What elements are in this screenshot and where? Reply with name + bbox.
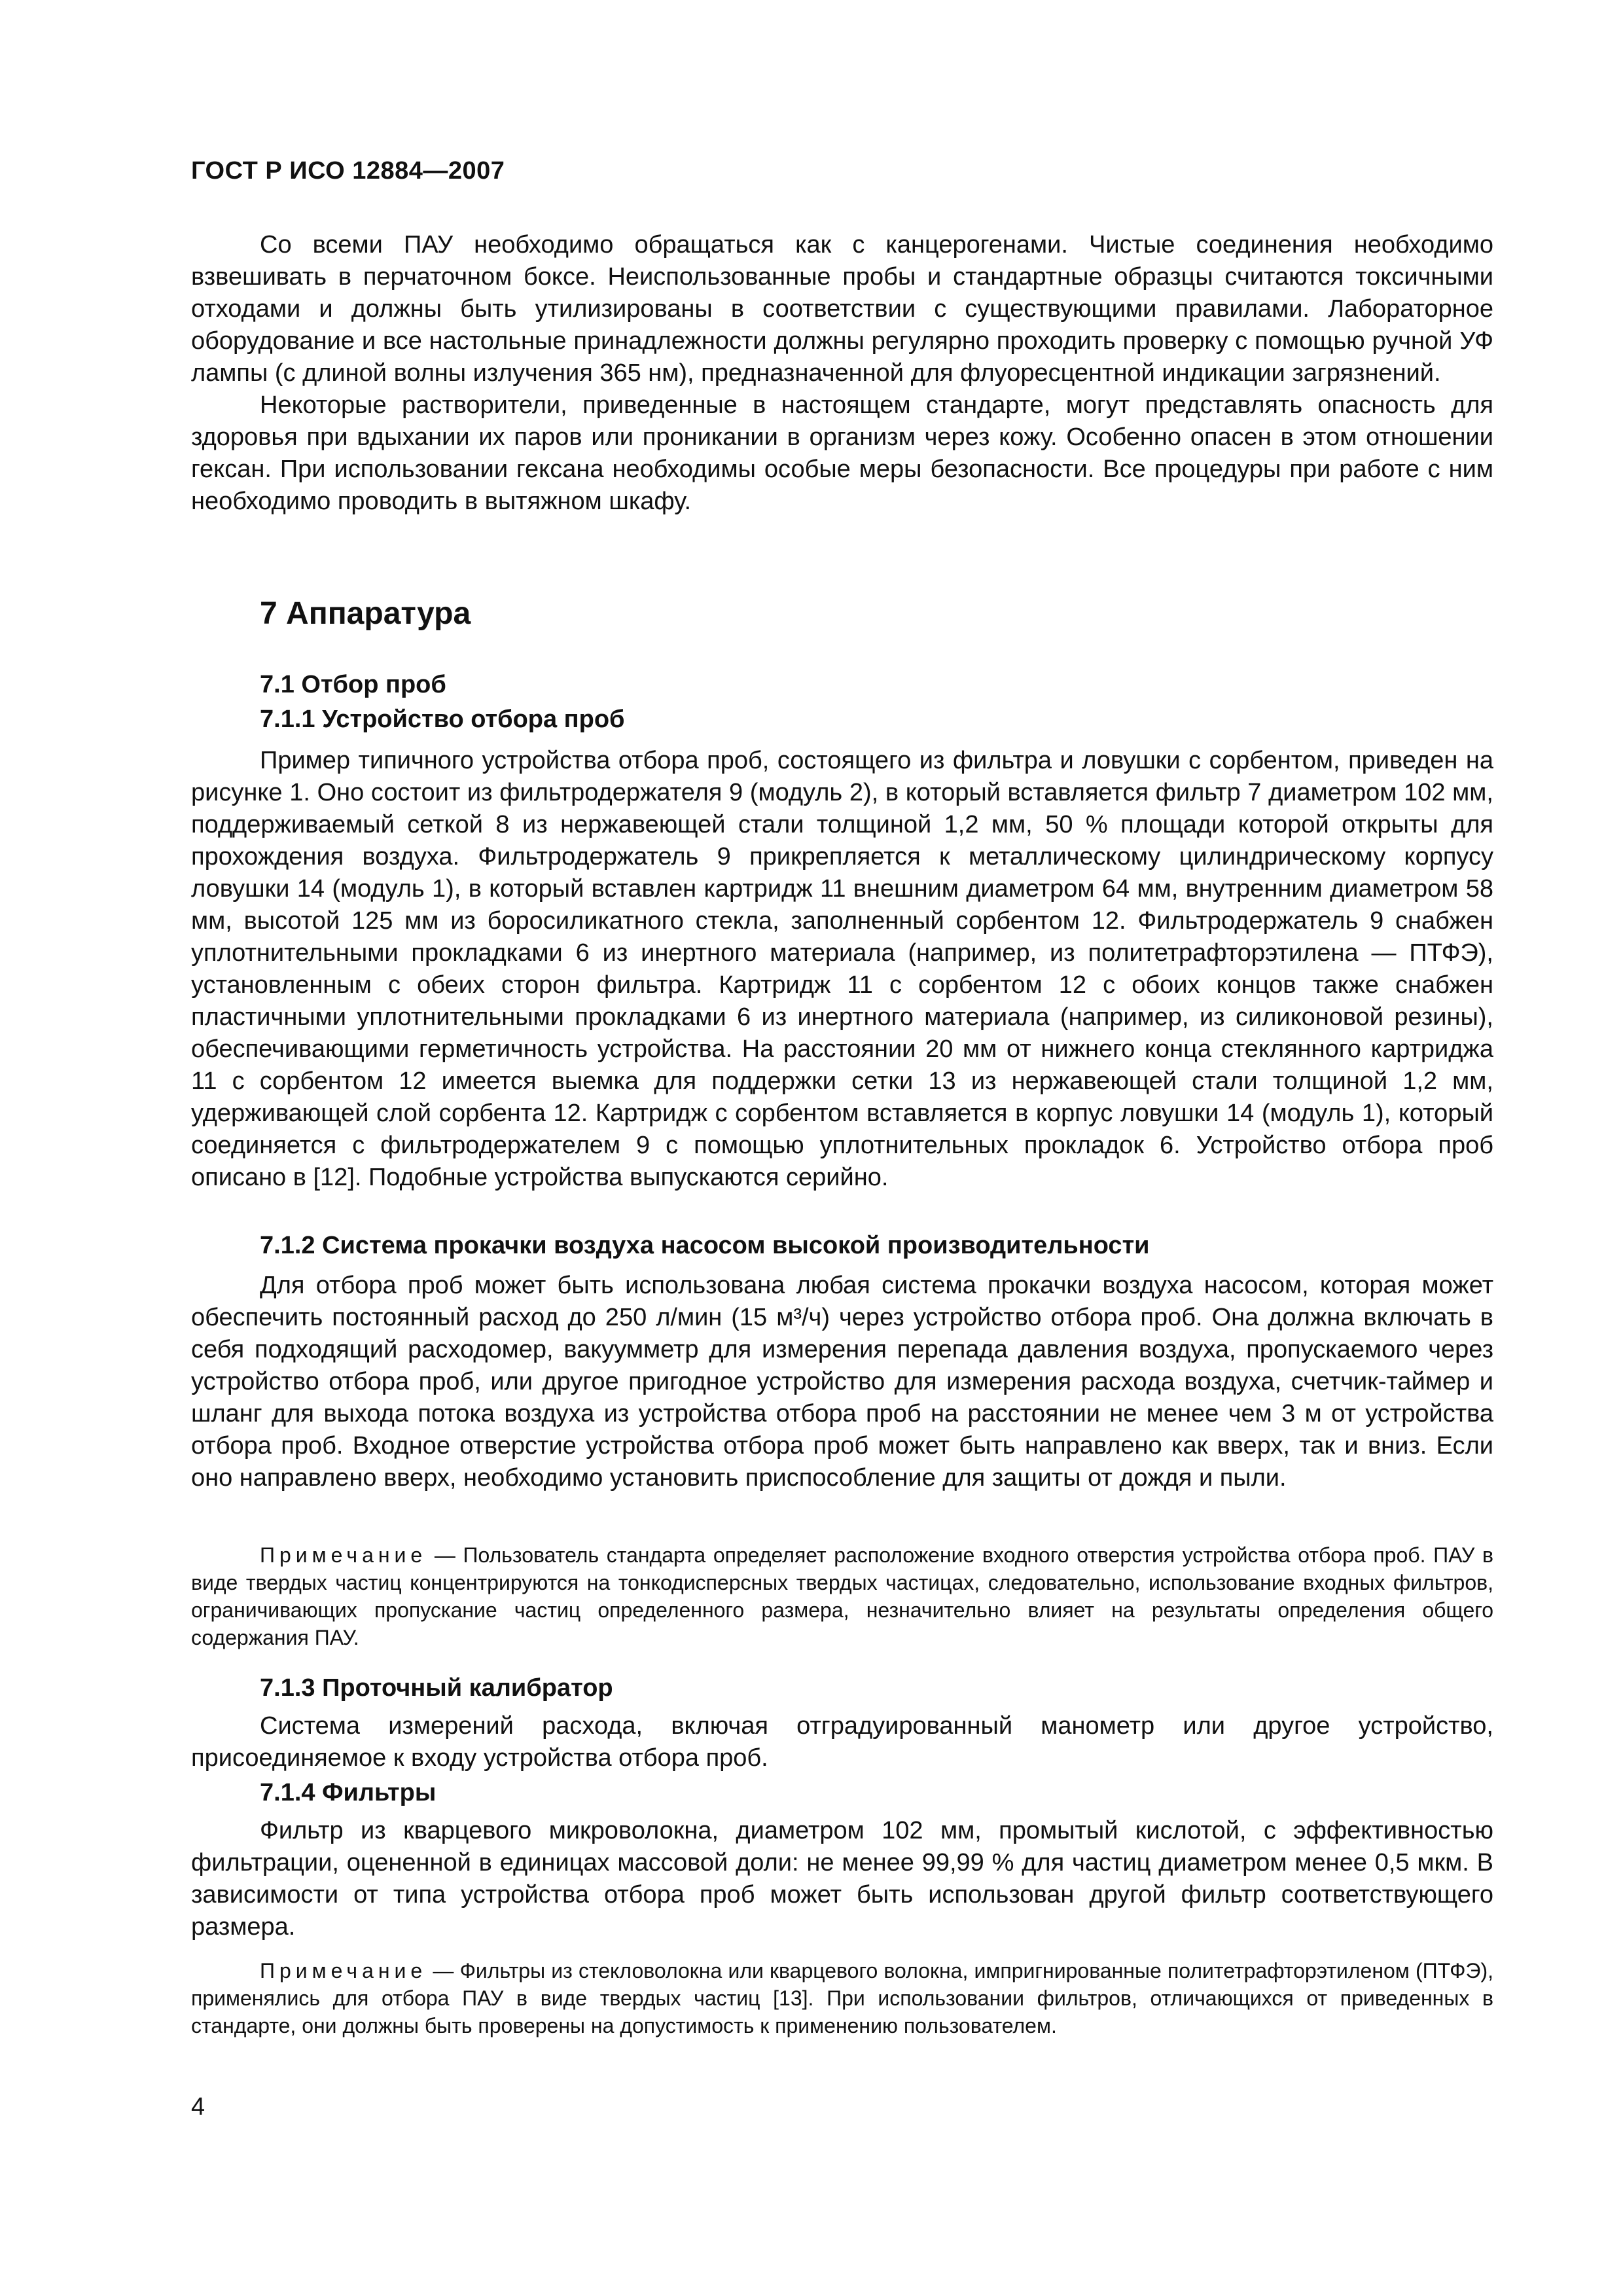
section-7-1-title: 7.1 Отбор проб [260,671,446,698]
section-7-1-3-block [191,1710,1493,1774]
note-1-block [191,1541,1493,1651]
intro-paragraph-2: Некоторые растворители, приведенные в настоящем стандарте, могут представлять опасность для здоровья при вдыхании их паров или проникании в организм через кожу. Особенно опасен в этом отношении гексан. При использовании гексана необходимы особые меры безопасности. Все процедуры при работе с ним необходимо проводить в вытяжном шкафу. [191,391,1493,515]
note-1-text: — Пользователь стандарта определяет расположение входного отверстия устройства отбора проб. ПАУ в виде твердых частиц концентрируются на тонкодисперсных твердых частицах, следовательно, использование входных фильтров, ограничивающих пропускание частиц определенного размера, незначительно влияет на результаты определения общего содержания ПАУ. [191,1543,1493,1649]
section-7-1-1-block [191,745,1493,1194]
intro-paragraph-1: Со всеми ПАУ необходимо обращаться как с канцерогенами. Чистые соединения необходимо взвешивать в перчаточном боксе. Неиспользованные пробы и стандартные образцы считаются токсичными отходами и должны быть утилизированы в соответствии с существующими правилами. Лабораторное оборудование и все настольные принадлежности должны регулярно проходить проверку с помощью ручной УФ лампы (с длиной волны излучения 365 нм), предназначенной для флуоресцентной индикации загрязнений. [191,231,1493,387]
section-7-1-4-title: 7.1.4 Фильтры [260,1779,437,1806]
section-7-1-2-block [191,1270,1493,1494]
section-7-1-1-title: 7.1.1 Устройство отбора проб [260,706,625,733]
note-1 [191,1541,1493,1651]
note-2-block [191,1957,1493,2039]
section-7-1-2-text: Для отбора проб может быть использована любая система прокачки воздуха насосом, которая может обеспечить постоянный расход до 250 л/мин (15 м³/ч) через устройство отбора проб. Она должна включать в себя подходящий расходомер, вакуумметр для измерения перепада давления воздуха, пропускаемого через устройство отбора проб, или другое пригодное устройство для измерения расхода воздуха, счетчик-таймер и шланг для выхода потока воздуха из устройства отбора проб на расстоянии не менее чем 3 м от устройства отбора проб. Входное отверстие устройства отбора проб может быть направлено как вверх, так и вниз. Если оно направлено вверх, необходимо установить приспособление для защиты от дождя и пыли. [191,1272,1493,1492]
document-header: ГОСТ Р ИСО 12884—2007 [191,157,505,185]
note-1-label: Примечание [260,1543,427,1567]
section-7-1-1-text: Пример типичного устройства отбора проб, состоящего из фильтра и ловушки с сорбентом, приведен на рисунке 1. Оно состоит из фильтродержателя 9 (модуль 2), в который вставляется фильтр 7 диаметром 102 мм, поддерживаемый сеткой 8 из нержавеющей стали толщиной 1,2 мм, 50 % площади которой открыты для прохождения воздуха. Фильтродержатель 9 прикрепляется к металлическому цилиндрическому корпусу ловушки 14 (модуль 1), в который вставлен картридж 11 внешним диаметром 64 мм, внутренним диаметром 58 мм, высотой 125 мм из боросиликатного стекла, заполненный сорбентом 12. Фильтродержатель 9 снабжен уплотнительными прокладками 6 из инертного материала (например, из политетрафторэтилена — ПТФЭ), установленным с обеих сторон фильтра. Картридж 11 с сорбентом 12 с обоих концов также снабжен пластичными уплотнительными прокладками 6 из инертного материала (например, из силиконовой резины), обеспечивающими герметичность устройства. На расстоянии 20 мм от нижнего конца стеклянного картриджа 11 с сорбентом 12 имеется выемка для поддержки сетки 13 из нержавеющей стали толщиной 1,2 мм, удерживающей слой сорбента 12. Картридж с сорбентом вставляется в корпус ловушки 14 (модуль 1), который соединяется с фильтродержателем 9 с помощью уплотнительных прокладок 6. Устройство отбора проб описано в [12]. Подобные устройства выпускаются серийно. [191,747,1493,1191]
section-7-1-4-text: Фильтр из кварцевого микроволокна, диаметром 102 мм, промытый кислотой, с эффективностью фильтрации, оцененной в единицах массовой доли: не менее 99,99 % для частиц диаметром менее 0,5 мкм. В зависимости от типа устройства отбора проб может быть использован другой фильтр соответствующего размера. [191,1817,1493,1941]
section-7-1-3-text: Система измерений расхода, включая отградуированный манометр или другое устройство, присоединяемое к входу устройства отбора проб. [191,1712,1493,1772]
section-7-1-4-block [191,1815,1493,1943]
section-7-1-2-title: 7.1.2 Система прокачки воздуха насосом высокой производительности [260,1232,1150,1259]
note-2 [191,1957,1493,2039]
page-number: 4 [191,2093,205,2121]
section-7-title: 7 Аппаратура [260,596,471,631]
section-7-1-3-title: 7.1.3 Проточный калибратор [260,1674,613,1702]
note-2-label: Примечание [260,1959,427,1982]
note-2-text: — Фильтры из стекловолокна или кварцевого волокна, импригнированные политетрафторэтиленом (ПТФЭ), применялись для отбора ПАУ в виде твердых частиц [13]. При использовании фильтров, отличающихся от приведенных в стандарте, они должны быть проверены на допустимость к применению пользователем. [191,1959,1493,2037]
intro-block [191,229,1493,518]
